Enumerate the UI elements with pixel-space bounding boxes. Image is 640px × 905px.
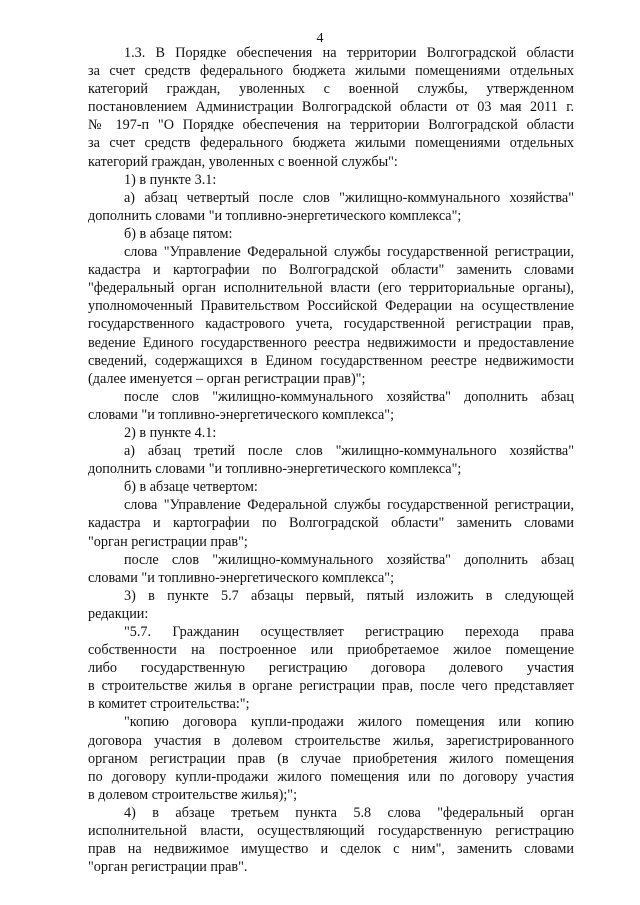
text-line: а) абзац четвертый после слов "жилищно-коммунального хозяйства" bbox=[124, 189, 574, 206]
text-line: слова "Управление Федеральной службы государственной регистрации, bbox=[124, 497, 574, 514]
text-line: кадастра и картографии по Волгоградской области" заменить словами bbox=[88, 262, 574, 279]
paragraph bbox=[88, 171, 574, 189]
text-line: прав на недвижимое имущество и сделок с ним", заменить словами bbox=[88, 841, 574, 858]
text-line: 4) в абзаце третьем пункта 5.8 слова "федеральный орган bbox=[124, 804, 574, 821]
text-line: по договору купли-продажи жилого помещения или по договору участия bbox=[88, 768, 574, 785]
text-line: категорий граждан, уволенных с военной службы": bbox=[88, 153, 398, 170]
text-line: за счет средств федерального бюджета жилыми помещениями отдельных bbox=[88, 63, 574, 80]
text-line: договора участия в долевом строительстве жилья, зарегистрированного bbox=[88, 732, 574, 749]
text-line: 1) в пункте 3.1: bbox=[124, 171, 217, 188]
text-line: № 197-п "О Порядке обеспечения на территории Волгоградской области bbox=[88, 117, 574, 134]
text-line: "орган регистрации прав"; bbox=[88, 533, 248, 550]
text-line: в комитет строительства:"; bbox=[88, 696, 250, 713]
text-line: словами "и топливно-энергетического комплекса"; bbox=[88, 406, 395, 423]
paragraph bbox=[88, 424, 574, 442]
text-line: редакции: bbox=[88, 605, 149, 622]
text-line: в строительстве жилья в органе регистрации прав, после чего представляет bbox=[88, 678, 574, 695]
text-line: органом регистрации прав (в случае приобретения жилого помещения bbox=[88, 750, 574, 767]
paragraph bbox=[88, 551, 574, 587]
text-line: б) в абзаце пятом: bbox=[124, 225, 233, 242]
text-line: собственности на построенное или приобретаемое жилое помещение bbox=[88, 642, 574, 659]
text-line: постановлением Администрации Волгоградской области от 03 мая 2011 г. bbox=[88, 99, 574, 116]
paragraph bbox=[88, 587, 574, 623]
text-line: категорий граждан, уволенных с военной службы, утвержденном bbox=[88, 81, 574, 98]
paragraph bbox=[88, 388, 574, 424]
text-line: в долевом строительстве жилья);"; bbox=[88, 786, 298, 803]
text-line: а) абзац третий после слов "жилищно-коммунального хозяйства" bbox=[124, 443, 574, 460]
text-line: "федеральный орган исполнительной власти (его территориальные органы), bbox=[88, 280, 574, 297]
text-line: после слов "жилищно-коммунального хозяйства" дополнить абзац bbox=[124, 388, 574, 405]
text-line: "5.7. Гражданин осуществляет регистрацию перехода права bbox=[124, 624, 574, 640]
page-number: 4 bbox=[316, 31, 324, 46]
paragraph bbox=[88, 478, 574, 496]
text-line: 2) в пункте 4.1: bbox=[124, 424, 217, 441]
text-line: "орган регистрации прав". bbox=[88, 859, 248, 876]
text-line: уполномоченный Правительством Российской Федерации на осуществление bbox=[88, 298, 574, 315]
text-line: б) в абзаце четвертом: bbox=[124, 479, 258, 496]
text-line: "копию договора купли-продажи жилого помещения или копию bbox=[124, 714, 574, 731]
text-line: дополнить словами "и топливно-энергетического комплекса"; bbox=[88, 207, 462, 224]
paragraph bbox=[88, 243, 574, 388]
text-line: (далее именуется – орган регистрации прав)"; bbox=[88, 370, 366, 387]
text-line: 3) в пункте 5.7 абзацы первый, пятый изложить в следующей bbox=[124, 587, 574, 604]
paragraph bbox=[88, 225, 574, 243]
text-line: государственного кадастрового учета, государственной регистрации прав, bbox=[88, 316, 574, 333]
paragraph bbox=[88, 496, 574, 550]
document-body bbox=[88, 44, 574, 876]
text-line: сведений, содержащихся в Едином государственном реестре недвижимости bbox=[88, 352, 574, 369]
text-line: словами "и топливно-энергетического комплекса"; bbox=[88, 569, 395, 586]
text-line: 1.3. В Порядке обеспечения на территории Волгоградской области bbox=[124, 45, 574, 61]
paragraph bbox=[88, 804, 574, 876]
paragraph bbox=[88, 623, 574, 713]
paragraph bbox=[88, 189, 574, 225]
text-line: за счет средств федерального бюджета жилыми помещениями отдельных bbox=[88, 135, 574, 152]
text-line: кадастра и картографии по Волгоградской области" заменить словами bbox=[88, 515, 574, 532]
text-line: после слов "жилищно-коммунального хозяйства" дополнить абзац bbox=[124, 551, 574, 568]
text-line: либо государственную регистрацию договора долевого участия bbox=[88, 660, 574, 677]
text-line: исполнительной власти, осуществляющий государственную регистрацию bbox=[88, 823, 574, 840]
text-line: дополнить словами "и топливно-энергетического комплекса"; bbox=[88, 461, 462, 478]
paragraph bbox=[88, 713, 574, 803]
paragraph bbox=[88, 442, 574, 478]
paragraph bbox=[88, 44, 574, 171]
text-line: ведение Единого государственного реестра недвижимости и предоставление bbox=[88, 334, 574, 351]
text-line: слова "Управление Федеральной службы государственной регистрации, bbox=[124, 244, 574, 261]
